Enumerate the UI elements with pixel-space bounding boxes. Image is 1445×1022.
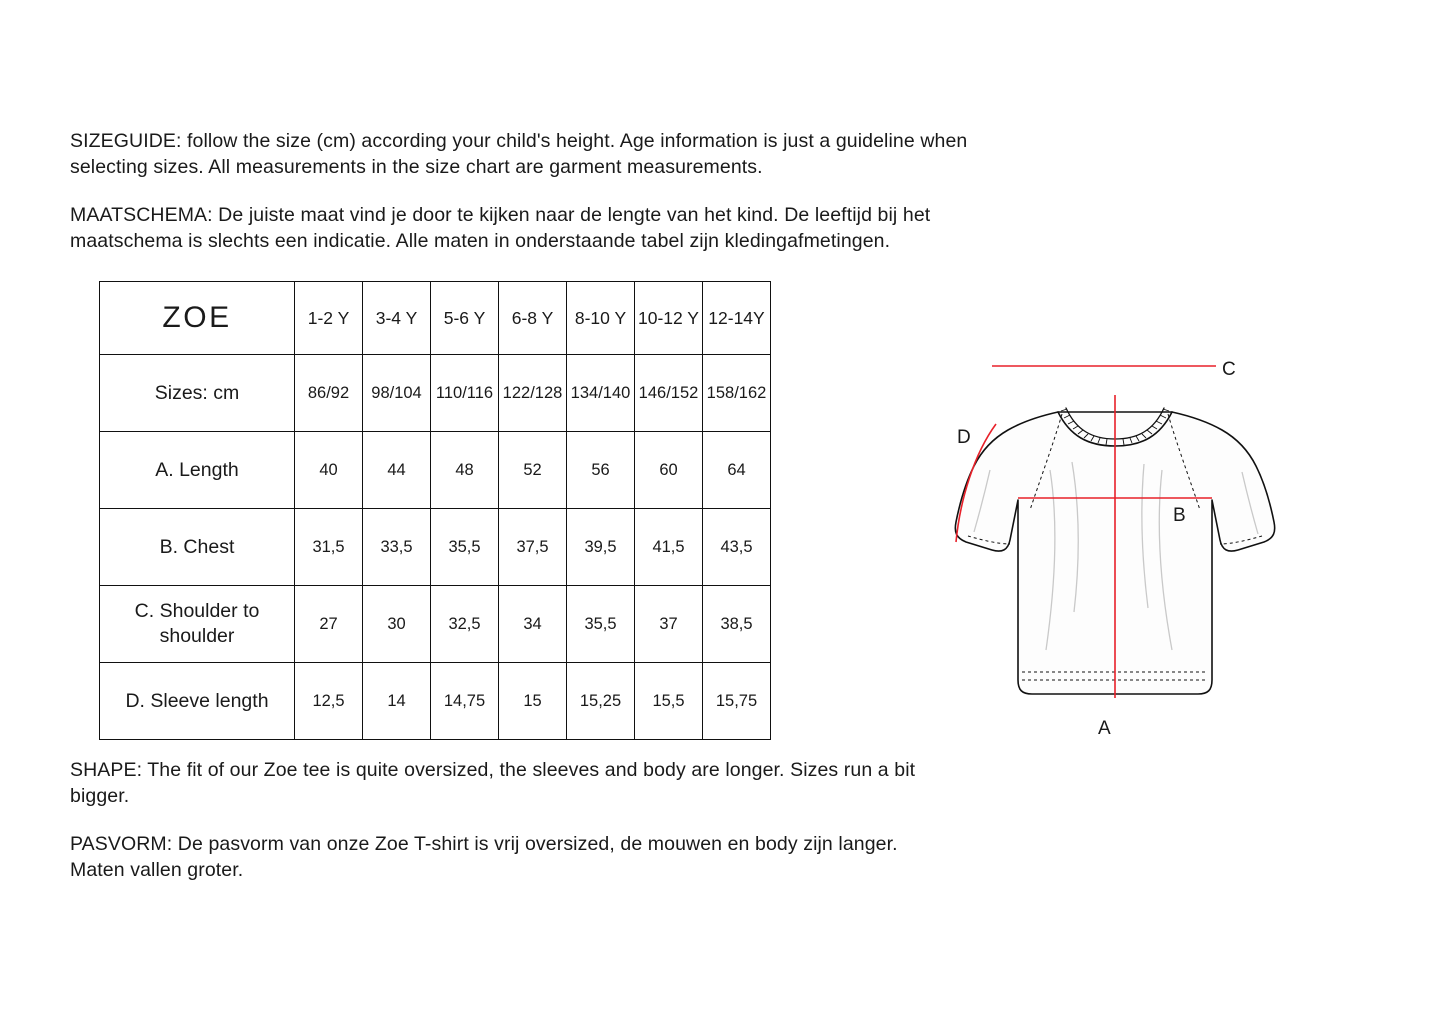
table-cell: 64 [703,432,771,509]
table-cell: 35,5 [567,586,635,663]
table-cell: 14 [363,663,431,740]
brand-name-cell: ZOE [100,282,295,355]
intro-text-block [70,128,1030,276]
table-cell: 43,5 [703,509,771,586]
table-cell: 31,5 [295,509,363,586]
table-cell: 44 [363,432,431,509]
shape-text-block [70,757,950,905]
table-row [100,663,771,740]
table-cell: 98/104 [363,355,431,432]
table-cell: 146/152 [635,355,703,432]
table-cell: 38,5 [703,586,771,663]
table-cell: 12,5 [295,663,363,740]
shape-paragraph-dutch: PASVORM: De pasvorm van onze Zoe T-shirt is vrij oversized, de mouwen en body zijn langer. Maten vallen groter. [70,833,898,881]
table-cell: 41,5 [635,509,703,586]
tshirt-illustration-svg [930,350,1300,760]
table-cell: 122/128 [499,355,567,432]
table-cell: 32,5 [431,586,499,663]
intro-paragraph-dutch: MAATSCHEMA: De juiste maat vind je door te kijken naar de lengte van het kind. De leeftijd bij het maatschema is slechts een indicatie. Alle maten in onderstaande tabel zijn kledingafmetingen. [70,204,931,252]
table-cell: 15,75 [703,663,771,740]
age-header-cell: 5-6 Y [431,282,499,355]
size-chart-table-wrapper [99,281,771,740]
table-cell: 86/92 [295,355,363,432]
age-header-cell: 8-10 Y [567,282,635,355]
table-cell: 30 [363,586,431,663]
age-header-cell: 12-14Y [703,282,771,355]
age-header-cell: 3-4 Y [363,282,431,355]
table-cell: 34 [499,586,567,663]
label-d-sleeve: D [957,427,971,448]
table-row [100,432,771,509]
table-cell: 134/140 [567,355,635,432]
table-cell: 56 [567,432,635,509]
table-header-row [100,282,771,355]
table-cell: 35,5 [431,509,499,586]
table-row [100,509,771,586]
table-cell: 37,5 [499,509,567,586]
table-cell: 110/116 [431,355,499,432]
row-label-sleeve: D. Sleeve length [100,663,295,740]
intro-paragraph-english: SIZEGUIDE: follow the size (cm) according your child's height. Age information is just a guideline when selecting sizes. All measurements in the size chart are garment measurements. [70,130,968,178]
size-chart-table [99,281,771,740]
table-cell: 14,75 [431,663,499,740]
table-cell: 15,25 [567,663,635,740]
table-cell: 15 [499,663,567,740]
table-row [100,586,771,663]
label-c-shoulder: C [1222,359,1236,380]
table-cell: 158/162 [703,355,771,432]
table-cell: 39,5 [567,509,635,586]
table-cell: 48 [431,432,499,509]
table-cell: 52 [499,432,567,509]
table-cell: 37 [635,586,703,663]
table-cell: 27 [295,586,363,663]
table-cell: 33,5 [363,509,431,586]
row-label-shoulder: C. Shoulder to shoulder [100,586,295,663]
row-label-length: A. Length [100,432,295,509]
table-cell: 40 [295,432,363,509]
age-header-cell: 1-2 Y [295,282,363,355]
label-a-length: A [1098,718,1111,739]
row-label-sizes: Sizes: cm [100,355,295,432]
table-cell: 60 [635,432,703,509]
age-header-cell: 10-12 Y [635,282,703,355]
tshirt-measurement-diagram [930,350,1300,760]
age-header-cell: 6-8 Y [499,282,567,355]
shape-paragraph-english: SHAPE: The fit of our Zoe tee is quite oversized, the sleeves and body are longer. Sizes run a bit bigger. [70,759,916,807]
table-row [100,355,771,432]
label-b-chest: B [1173,505,1186,526]
table-cell: 15,5 [635,663,703,740]
row-label-chest: B. Chest [100,509,295,586]
